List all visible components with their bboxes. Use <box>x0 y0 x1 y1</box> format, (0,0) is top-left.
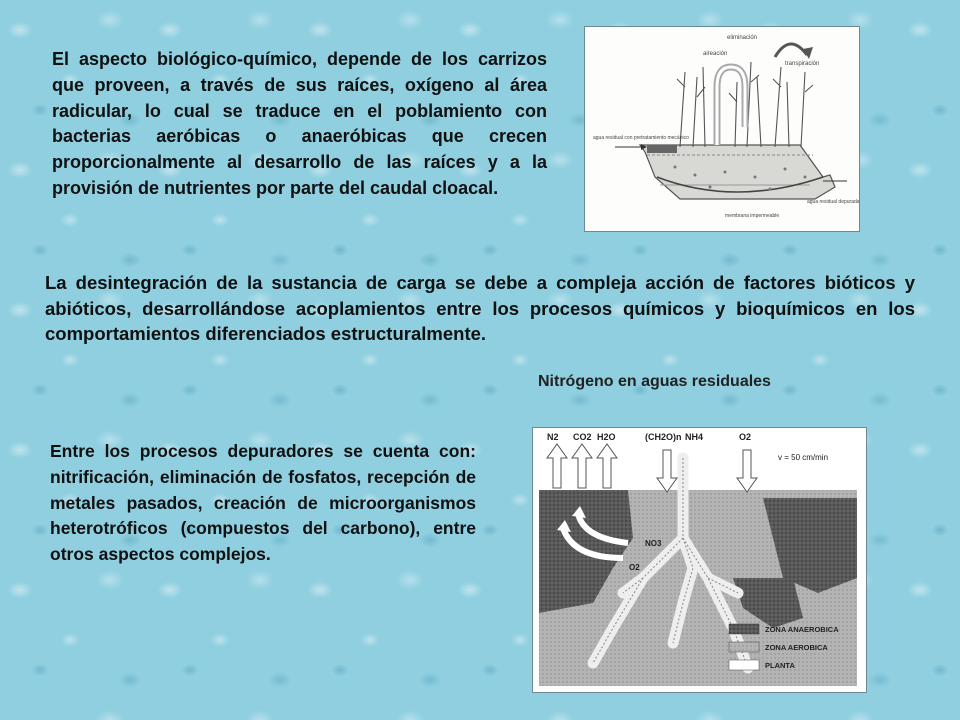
label-membrane: membrana impermeable <box>725 213 780 219</box>
reed-bed-diagram <box>585 27 859 231</box>
figure-caption: Nitrógeno en aguas residuales <box>538 373 771 390</box>
legend-swatch-anaerobic <box>729 624 759 634</box>
label-no3: NO3 <box>645 539 662 548</box>
label-nh4: NH4 <box>685 432 704 442</box>
nitrogen-diagram <box>533 428 866 692</box>
nitrogen-illustration <box>533 428 866 692</box>
legend-plant: PLANTA <box>765 661 795 670</box>
label-outflow: agua residual depurada <box>807 199 859 205</box>
label-transpiration: transpiración <box>785 61 820 67</box>
label-n2: N2 <box>547 432 559 442</box>
label-elimination: eliminación <box>727 35 758 41</box>
label-h2o: H2O <box>597 432 616 442</box>
label-ch2o: (CH2O)n <box>645 432 682 442</box>
label-o2-top: O2 <box>739 432 752 442</box>
legend-swatch-aerobic <box>729 642 759 652</box>
velocity-label: v = 50 cm/min <box>778 453 829 462</box>
reed-bed-illustration <box>585 27 859 231</box>
processes-paragraph: Entre los procesos depuradores se cuenta con: nitrificación, eliminación de fosfatos, recepción de metales pasados, creación de microorganismos heterotróficos (compuestos del carbono), entre otros aspectos complejos. <box>50 441 476 565</box>
intro-paragraph: El aspecto biológico-químico, depende de los carrizos que proveen, a través de sus raíces, oxígeno al área radicular, lo cual se traduce en el poblamiento con bacterias aeróbicas o anaeróbicas que crecen proporcionalmente al desarrollo de las raíces y a la provisión de nutrientes por parte del caudal cloacal. <box>52 49 547 198</box>
legend-aerobic: ZONA AEROBICA <box>765 643 828 652</box>
label-co2: CO2 <box>573 432 592 442</box>
label-aeration: aireación <box>703 51 728 57</box>
legend-swatch-plant <box>729 660 759 670</box>
label-o2-inner: O2 <box>629 563 640 572</box>
legend-anaerobic: ZONA ANAEROBICA <box>765 625 839 634</box>
main-paragraph: La desintegración de la sustancia de carga se debe a compleja acción de factores bióticos y abióticos, desarrollándose acoplamientos entre los procesos químicos y bioquímicos en los comportamientos diferenciados estructuralmente. <box>45 272 915 344</box>
label-inflow: agua residual con pretratamiento mecánico <box>593 135 689 141</box>
